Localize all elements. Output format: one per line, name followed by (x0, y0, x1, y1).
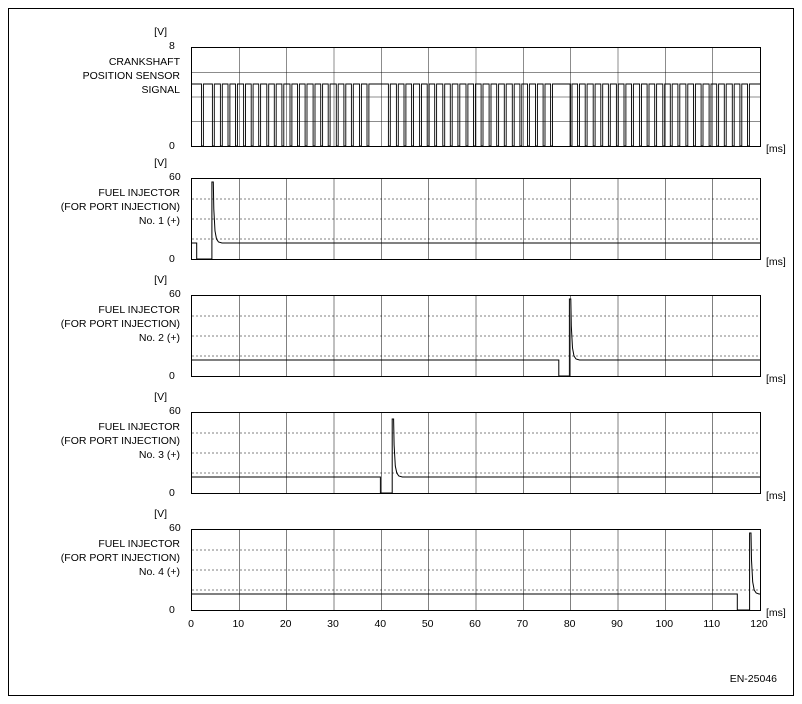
plot-area-injector-1 (191, 178, 761, 260)
x-tick: 60 (469, 618, 481, 630)
panel-label-line: No. 2 (+) (138, 332, 180, 344)
waveform-panel-injector-4 (9, 508, 795, 633)
x-unit-label-injector-3: [ms] (766, 490, 786, 502)
plot-area-injector-2 (191, 295, 761, 377)
y-min-label-injector-1: 0 (169, 253, 175, 265)
y-max-label-injector-2: 60 (169, 288, 181, 300)
y-unit-label: [V] (154, 274, 167, 286)
panel-label-line: No. 1 (+) (138, 215, 180, 227)
panel-label-line: (FOR PORT INJECTION) (60, 435, 180, 447)
panel-label-line: SIGNAL (141, 84, 180, 96)
panel-label-line: CRANKSHAFT (108, 56, 180, 68)
y-unit-label: [V] (154, 157, 167, 169)
y-max-label-injector-3: 60 (169, 405, 181, 417)
figure-border (8, 8, 794, 696)
y-max-label-injector-4: 60 (169, 522, 181, 534)
panel-label-line: FUEL INJECTOR (98, 304, 180, 316)
y-unit-label: [V] (154, 26, 167, 38)
panel-label-line: FUEL INJECTOR (98, 187, 180, 199)
x-tick: 40 (374, 618, 387, 630)
waveform-panel-injector-2 (9, 274, 795, 399)
x-tick: 20 (279, 618, 292, 630)
waveform-svg-injector-2 (192, 296, 760, 376)
x-unit-label-injector-4: [ms] (766, 607, 786, 619)
figure-code: EN-25046 (729, 673, 777, 685)
waveform-panel-injector-3 (9, 391, 795, 516)
x-axis-ticks (188, 618, 768, 634)
y-unit-label: [V] (154, 508, 167, 520)
waveform-panel-injector-1 (9, 157, 795, 282)
x-tick: 30 (327, 618, 339, 630)
y-min-label-injector-2: 0 (169, 370, 175, 382)
waveform-svg-crankshaft (192, 48, 760, 146)
x-tick: 70 (516, 618, 529, 630)
y-max-label-crankshaft: 8 (169, 40, 175, 52)
waveform-panel-crankshaft (9, 26, 795, 155)
panel-label-injector-3 (0, 420, 180, 462)
panel-label-injector-2 (0, 303, 180, 345)
x-unit-label-crankshaft: [ms] (766, 143, 786, 155)
y-min-label-crankshaft: 0 (169, 140, 175, 152)
panel-label-injector-1 (0, 186, 180, 228)
panel-label-line: FUEL INJECTOR (98, 421, 180, 433)
x-tick: 50 (421, 618, 434, 630)
x-tick: 10 (232, 618, 245, 630)
y-max-label-injector-1: 60 (169, 171, 181, 183)
x-tick: 0 (188, 618, 194, 630)
y-unit-label: [V] (154, 391, 167, 403)
plot-area-injector-3 (191, 412, 761, 494)
panel-label-line: (FOR PORT INJECTION) (60, 552, 180, 564)
waveform-svg-injector-4 (192, 530, 760, 610)
panel-label-crankshaft (0, 55, 180, 97)
y-min-label-injector-4: 0 (169, 604, 175, 616)
x-unit-label-injector-1: [ms] (766, 256, 786, 268)
plot-area-injector-4 (191, 529, 761, 611)
x-tick: 120 (750, 618, 768, 630)
panel-label-line: (FOR PORT INJECTION) (60, 318, 180, 330)
panel-label-injector-4 (0, 537, 180, 579)
x-tick: 90 (611, 618, 623, 630)
waveform-svg-injector-1 (192, 179, 760, 259)
waveform-svg-injector-3 (192, 413, 760, 493)
y-min-label-injector-3: 0 (169, 487, 175, 499)
panel-label-line: POSITION SENSOR (82, 70, 180, 82)
panel-label-line: No. 3 (+) (138, 449, 180, 461)
panel-label-line: (FOR PORT INJECTION) (60, 201, 180, 213)
panel-label-line: No. 4 (+) (138, 566, 180, 578)
x-unit-label-injector-2: [ms] (766, 373, 786, 385)
plot-area-crankshaft (191, 47, 761, 147)
panel-label-line: FUEL INJECTOR (98, 538, 180, 550)
x-tick: 80 (563, 618, 576, 630)
x-tick: 110 (703, 618, 721, 630)
x-tick: 100 (655, 618, 674, 630)
